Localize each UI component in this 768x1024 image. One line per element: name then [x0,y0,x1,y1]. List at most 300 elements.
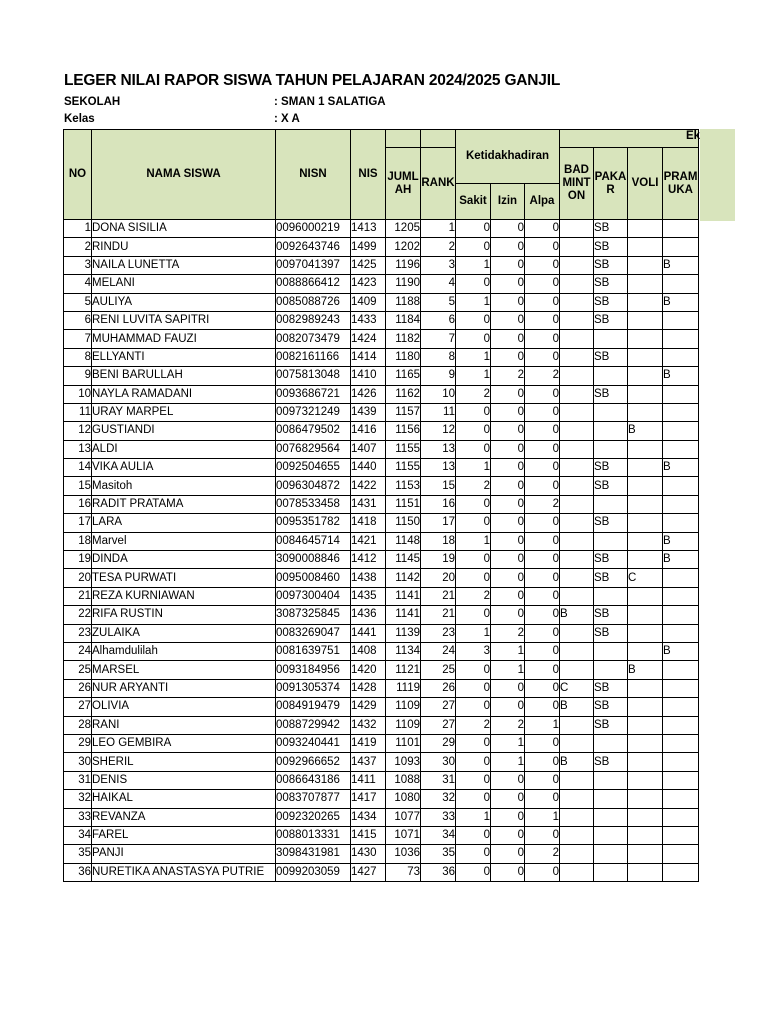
cell-nis: 1438 [351,569,386,587]
cell-name: TESA PURWATI [92,569,276,587]
col-header-jumlah-top [386,130,421,148]
cell-sakit: 0 [456,679,491,697]
cell-rank: 27 [421,716,456,734]
table-row [64,220,699,238]
cell-izin: 0 [491,514,525,532]
cell-name: LEO GEMBIRA [92,734,276,752]
cell-jumlah: 1188 [386,293,421,311]
cell-sakit: 0 [456,330,491,348]
cell-voli [628,532,663,550]
cell-pramuka [663,477,699,495]
cell-badminton [560,238,594,256]
cell-nis: 1409 [351,293,386,311]
cell-izin: 0 [491,293,525,311]
cell-badminton [560,624,594,642]
cell-nisn: 0076829564 [276,440,351,458]
cell-badminton [560,514,594,532]
cell-rank: 30 [421,753,456,771]
cell-sakit: 0 [456,220,491,238]
cell-nis: 1432 [351,716,386,734]
cell-izin: 2 [491,624,525,642]
cell-nisn: 0097300404 [276,587,351,605]
cell-name: MELANI [92,275,276,293]
cell-pramuka: B [663,367,699,385]
cell-no: 1 [64,220,92,238]
cell-izin: 0 [491,698,525,716]
cell-alpa: 0 [525,532,560,550]
cell-voli [628,275,663,293]
cell-jumlah: 1182 [386,330,421,348]
cell-alpa: 0 [525,238,560,256]
cell-alpa: 0 [525,459,560,477]
cell-pramuka [663,275,699,293]
cell-no: 25 [64,661,92,679]
cell-nisn: 0097041397 [276,256,351,274]
cell-pramuka: B [663,293,699,311]
cell-alpa: 0 [525,863,560,881]
table-body [64,220,699,882]
cell-izin: 0 [491,459,525,477]
cell-rank: 15 [421,477,456,495]
col-header-izin: Izin [491,184,525,220]
cell-rank: 24 [421,642,456,660]
table-row [64,826,699,844]
cell-izin: 0 [491,551,525,569]
cell-nisn: 0093686721 [276,385,351,403]
cell-sakit: 1 [456,459,491,477]
cell-pramuka [663,624,699,642]
cell-rank: 20 [421,569,456,587]
cell-pramuka: B [663,532,699,550]
table-row [64,698,699,716]
cell-nis: 1425 [351,256,386,274]
cell-sakit: 2 [456,587,491,605]
cell-nisn: 0093184956 [276,661,351,679]
cell-voli [628,679,663,697]
table-row [64,845,699,863]
cell-jumlah: 1156 [386,422,421,440]
cell-pramuka [663,734,699,752]
cell-no: 31 [64,771,92,789]
col-header-rank-top [421,130,456,148]
cell-pakar [594,495,628,513]
cell-izin: 1 [491,642,525,660]
cell-pramuka [663,845,699,863]
cell-rank: 21 [421,587,456,605]
cell-pramuka [663,422,699,440]
cell-jumlah: 1162 [386,385,421,403]
cell-rank: 27 [421,698,456,716]
cell-no: 32 [64,790,92,808]
cell-badminton: B [560,698,594,716]
cell-name: FAREL [92,826,276,844]
cell-badminton [560,477,594,495]
cell-sakit: 1 [456,348,491,366]
cell-voli [628,514,663,532]
cell-rank: 6 [421,311,456,329]
cell-rank: 35 [421,845,456,863]
cell-nisn: 0092504655 [276,459,351,477]
cell-pakar [594,422,628,440]
cell-nisn: 0092320265 [276,808,351,826]
cell-jumlah: 1165 [386,367,421,385]
cell-nis: 1419 [351,734,386,752]
table-row [64,642,699,660]
cell-jumlah: 1088 [386,771,421,789]
cell-badminton [560,367,594,385]
cell-pakar [594,532,628,550]
cell-voli [628,256,663,274]
cell-nisn: 0083269047 [276,624,351,642]
cell-pakar [594,863,628,881]
cell-jumlah: 1134 [386,642,421,660]
cell-pakar: SB [594,477,628,495]
cell-alpa: 0 [525,293,560,311]
cell-izin: 0 [491,477,525,495]
cell-pramuka [663,808,699,826]
cell-jumlah: 73 [386,863,421,881]
cell-nisn: 0075813048 [276,367,351,385]
cell-jumlah: 1151 [386,495,421,513]
cell-nisn: 3098431981 [276,845,351,863]
cell-pramuka [663,330,699,348]
cell-badminton [560,422,594,440]
cell-alpa: 2 [525,495,560,513]
cell-pakar [594,771,628,789]
cell-jumlah: 1119 [386,679,421,697]
cell-voli [628,440,663,458]
cell-alpa: 0 [525,477,560,495]
cell-jumlah: 1101 [386,734,421,752]
school-label: SEKOLAH [64,96,121,108]
cell-pramuka [663,569,699,587]
cell-badminton [560,440,594,458]
cell-pramuka [663,385,699,403]
cell-alpa: 0 [525,587,560,605]
table-row [64,422,699,440]
cell-pakar: SB [594,679,628,697]
table-header [64,130,699,220]
cell-izin: 0 [491,845,525,863]
cell-voli [628,403,663,421]
cell-jumlah: 1202 [386,238,421,256]
cell-rank: 8 [421,348,456,366]
cell-voli [628,698,663,716]
cell-name: RENI LUVITA SAPITRI [92,311,276,329]
cell-izin: 0 [491,422,525,440]
cell-rank: 29 [421,734,456,752]
cell-nis: 1410 [351,367,386,385]
cell-nisn: 0092643746 [276,238,351,256]
cell-voli [628,587,663,605]
cell-voli [628,551,663,569]
cell-badminton [560,275,594,293]
table-row [64,679,699,697]
cell-voli [628,606,663,624]
cell-pakar: SB [594,459,628,477]
cell-sakit: 1 [456,367,491,385]
table-row [64,256,699,274]
cell-name: DONA SISILIA [92,220,276,238]
cell-sakit: 1 [456,256,491,274]
cell-badminton [560,661,594,679]
cell-alpa: 0 [525,642,560,660]
cell-no: 23 [64,624,92,642]
cell-no: 2 [64,238,92,256]
cell-no: 33 [64,808,92,826]
table-row [64,624,699,642]
table-row [64,238,699,256]
cell-badminton [560,716,594,734]
class-label: Kelas [64,113,95,125]
cell-jumlah: 1155 [386,440,421,458]
cell-alpa: 0 [525,514,560,532]
cell-badminton: C [560,679,594,697]
cell-nisn: 0086479502 [276,422,351,440]
cell-nis: 1433 [351,311,386,329]
cell-nis: 1423 [351,275,386,293]
cell-nis: 1427 [351,863,386,881]
cell-pakar: SB [594,698,628,716]
cell-sakit: 0 [456,514,491,532]
cell-alpa: 0 [525,753,560,771]
cell-voli [628,330,663,348]
cell-voli: C [628,569,663,587]
table-row [64,587,699,605]
cell-izin: 0 [491,385,525,403]
cell-pakar: SB [594,606,628,624]
cell-pakar: SB [594,514,628,532]
cell-nis: 1431 [351,495,386,513]
cell-no: 15 [64,477,92,495]
cell-nis: 1440 [351,459,386,477]
table-row [64,275,699,293]
cell-no: 27 [64,698,92,716]
cell-badminton [560,845,594,863]
table-row [64,495,699,513]
cell-pramuka: B [663,551,699,569]
cell-nis: 1428 [351,679,386,697]
cell-rank: 13 [421,440,456,458]
cell-izin: 0 [491,532,525,550]
col-header-absence-group: Ketidakhadiran [456,130,560,184]
col-header-extracurricular-label: Ek [686,130,701,142]
cell-pakar [594,790,628,808]
cell-no: 3 [64,256,92,274]
cell-nisn: 0092966652 [276,753,351,771]
cell-sakit: 0 [456,845,491,863]
cell-name: GUSTIANDI [92,422,276,440]
cell-nis: 1408 [351,642,386,660]
cell-rank: 3 [421,256,456,274]
cell-jumlah: 1141 [386,606,421,624]
cell-nis: 1439 [351,403,386,421]
cell-badminton [560,642,594,660]
cell-badminton [560,569,594,587]
cell-badminton [560,587,594,605]
cell-voli [628,459,663,477]
cell-badminton: B [560,606,594,624]
cell-nis: 1417 [351,790,386,808]
cell-pramuka [663,220,699,238]
cell-voli [628,477,663,495]
cell-jumlah: 1080 [386,790,421,808]
cell-nis: 1429 [351,698,386,716]
cell-rank: 36 [421,863,456,881]
cell-pramuka [663,661,699,679]
cell-pramuka [663,514,699,532]
cell-no: 21 [64,587,92,605]
col-header-pramuka: PRAMUKA [663,148,699,220]
cell-rank: 23 [421,624,456,642]
cell-izin: 0 [491,569,525,587]
cell-pakar [594,403,628,421]
cell-nis: 1414 [351,348,386,366]
cell-pakar [594,367,628,385]
cell-nis: 1424 [351,330,386,348]
cell-name: DINDA [92,551,276,569]
cell-rank: 2 [421,238,456,256]
cell-name: REZA KURNIAWAN [92,587,276,605]
cell-voli [628,863,663,881]
cell-nisn: 0086643186 [276,771,351,789]
cell-nisn: 0088729942 [276,716,351,734]
cell-nisn: 0097321249 [276,403,351,421]
cell-name: RINDU [92,238,276,256]
cell-rank: 32 [421,790,456,808]
col-header-badminton: BADMINTON [560,148,594,220]
cell-nis: 1407 [351,440,386,458]
cell-izin: 0 [491,311,525,329]
cell-rank: 4 [421,275,456,293]
cell-nis: 1436 [351,606,386,624]
cell-voli [628,311,663,329]
cell-name: RIFA RUSTIN [92,606,276,624]
cell-pakar: SB [594,385,628,403]
cell-izin: 1 [491,661,525,679]
cell-alpa: 0 [525,275,560,293]
cell-name: NUR ARYANTI [92,679,276,697]
cell-jumlah: 1184 [386,311,421,329]
cell-pramuka [663,587,699,605]
cell-izin: 2 [491,367,525,385]
cell-alpa: 0 [525,348,560,366]
cell-no: 16 [64,495,92,513]
cell-pakar [594,642,628,660]
cell-pramuka [663,716,699,734]
cell-no: 7 [64,330,92,348]
cell-no: 30 [64,753,92,771]
cell-jumlah: 1036 [386,845,421,863]
cell-alpa: 0 [525,385,560,403]
cell-no: 19 [64,551,92,569]
cell-sakit: 0 [456,698,491,716]
cell-izin: 1 [491,753,525,771]
cell-nisn: 0084645714 [276,532,351,550]
cell-no: 10 [64,385,92,403]
cell-no: 35 [64,845,92,863]
cell-pramuka [663,238,699,256]
cell-voli [628,238,663,256]
cell-rank: 9 [421,367,456,385]
table-row [64,716,699,734]
cell-no: 6 [64,311,92,329]
cell-name: PANJI [92,845,276,863]
cell-pramuka [663,863,699,881]
cell-izin: 0 [491,256,525,274]
cell-name: VIKA AULIA [92,459,276,477]
table-row [64,551,699,569]
cell-nisn: 0081639751 [276,642,351,660]
cell-jumlah: 1139 [386,624,421,642]
cell-rank: 21 [421,606,456,624]
cell-voli: B [628,661,663,679]
grade-ledger-table [63,129,699,882]
cell-rank: 26 [421,679,456,697]
cell-badminton [560,532,594,550]
cell-rank: 31 [421,771,456,789]
cell-voli [628,826,663,844]
cell-nisn: 0082073479 [276,330,351,348]
cell-pakar: SB [594,569,628,587]
cell-pakar [594,808,628,826]
cell-nis: 1499 [351,238,386,256]
cell-rank: 13 [421,459,456,477]
cell-jumlah: 1155 [386,459,421,477]
cell-no: 4 [64,275,92,293]
cell-nisn: 0083707877 [276,790,351,808]
cell-pramuka [663,771,699,789]
cell-no: 22 [64,606,92,624]
cell-nis: 1416 [351,422,386,440]
cell-alpa: 0 [525,826,560,844]
cell-pramuka: B [663,642,699,660]
cell-badminton [560,220,594,238]
cell-izin: 0 [491,771,525,789]
table-row [64,367,699,385]
cell-nisn: 0091305374 [276,679,351,697]
cell-sakit: 0 [456,606,491,624]
class-value: : X A [274,113,300,125]
cell-nis: 1415 [351,826,386,844]
cell-nisn: 0088013331 [276,826,351,844]
page-title: LEGER NILAI RAPOR SISWA TAHUN PELAJARAN 2024/2025 GANJIL [64,72,561,89]
cell-jumlah: 1196 [386,256,421,274]
cell-name: NAYLA RAMADANI [92,385,276,403]
cell-badminton [560,256,594,274]
cell-sakit: 0 [456,661,491,679]
cell-jumlah: 1190 [386,275,421,293]
cell-badminton [560,293,594,311]
cell-jumlah: 1109 [386,698,421,716]
cell-alpa: 0 [525,624,560,642]
cell-rank: 1 [421,220,456,238]
cell-pakar: SB [594,238,628,256]
cell-jumlah: 1109 [386,716,421,734]
cell-nis: 1430 [351,845,386,863]
cell-pakar [594,587,628,605]
cell-badminton [560,330,594,348]
cell-name: HAIKAL [92,790,276,808]
cell-sakit: 1 [456,808,491,826]
cell-izin: 0 [491,790,525,808]
cell-rank: 16 [421,495,456,513]
cell-pakar: SB [594,275,628,293]
cell-izin: 0 [491,679,525,697]
cell-alpa: 0 [525,256,560,274]
cell-pakar [594,661,628,679]
cell-nis: 1421 [351,532,386,550]
